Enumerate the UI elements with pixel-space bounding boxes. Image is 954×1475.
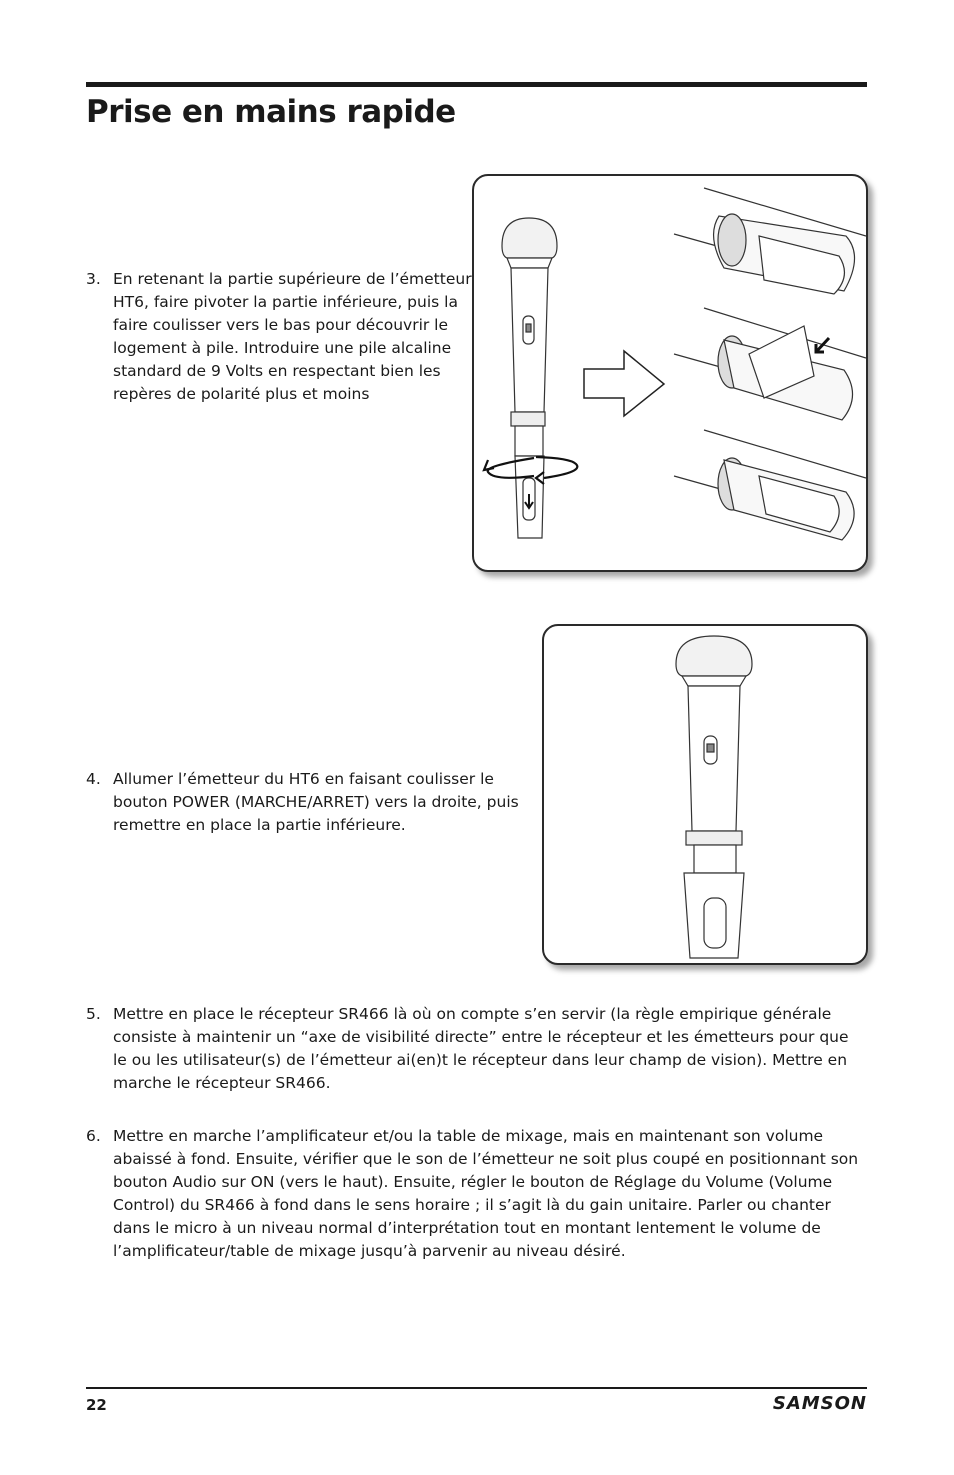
- step-text: En retenant la partie supérieure de l’émetteur HT6, faire pivoter la partie inférieure, puis la faire coulisser vers le bas pour découvrir le logement à pile. Introduire une pile alcaline standard de 9 Volts en respectant bien les repères de polarité plus et moins: [113, 270, 472, 403]
- top-rule: [86, 82, 867, 87]
- step-6: [86, 1125, 866, 1263]
- page-number: 22: [86, 1396, 107, 1414]
- battery-figure: [472, 174, 868, 572]
- battery-compartment-icon: [674, 188, 866, 540]
- power-illustration: [544, 626, 866, 963]
- power-figure: [542, 624, 868, 965]
- step-text: Mettre en marche l’amplificateur et/ou la table de mixage, mais en maintenant son volume abaissé à fond. Ensuite, vérifier que le son de l’émetteur ne soit plus coupé en positionnant son bouton Audio sur ON (vers le haut). Ensuite, régler le bouton de Réglage du Volume (Volume Control) du SR466 à fond dans le sens horaire ; il s’agit là du gain unitaire. Parler ou chanter dans le micro à un niveau normal d’interprétation tout en montant lentement le volume de l’amplificateur/table de mixage jusqu’à parvenir au niveau désiré.: [113, 1127, 859, 1260]
- step-3: [86, 268, 476, 406]
- microphone-icon: [502, 218, 557, 538]
- step-number: 5.: [86, 1005, 101, 1023]
- right-arrow-icon: [584, 351, 664, 416]
- brand-logo: SAMSON: [772, 1393, 867, 1414]
- microphone-icon: [676, 636, 752, 958]
- step-4: [86, 768, 536, 837]
- battery-illustration: [474, 176, 866, 570]
- step-number: 3.: [86, 270, 101, 288]
- step-text: Mettre en place le récepteur SR466 là où on compte s’en servir (la règle empirique générale consiste à maintenir un “axe de visibilité directe” entre le récepteur et les émetteurs pour que le ou les utilisateur(s) de l’émetteur ai(en)t le récepteur dans leur champ de vision). Mettre en marche le récepteur SR466.: [113, 1005, 849, 1092]
- step-5: [86, 1003, 866, 1095]
- step-number: 4.: [86, 770, 101, 788]
- step-number: 6.: [86, 1127, 101, 1145]
- bottom-rule: [86, 1387, 867, 1389]
- step-text: Allumer l’émetteur du HT6 en faisant coulisser le bouton POWER (MARCHE/ARRET) vers la droite, puis remettre en place la partie inférieure.: [113, 770, 519, 834]
- page-title: Prise en mains rapide: [86, 94, 456, 130]
